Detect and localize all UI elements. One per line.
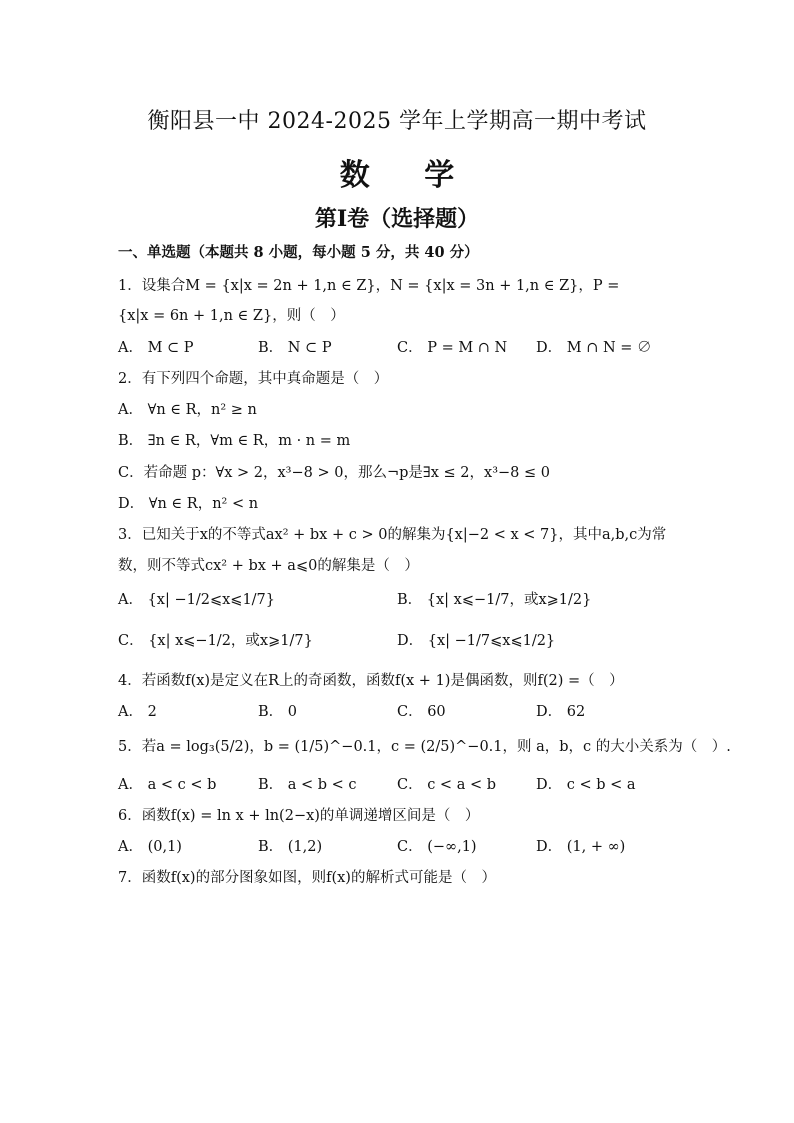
q3-stem-line1: 3．已知关于x的不等式ax² + bx + c > 0的解集为{x|−2 < x < 7}，其中a,b,c为常: [118, 527, 667, 543]
q5-option-d: D． c < b < a: [536, 777, 636, 793]
q2-option-b: B． ∃n ∈ R，∀m ∈ R，m · n = m: [118, 433, 351, 449]
q2-stem: 2．有下列四个命题，其中真命题是（ ）: [118, 371, 389, 387]
q6-option-b: B． (1,2): [258, 839, 323, 855]
q1-option-a: A． M ⊂ P: [118, 340, 194, 356]
q6-option-a: A． (0,1): [118, 839, 182, 855]
section-heading: 一、单选题（本题共 8 小题，每小题 5 分，共 40 分）: [118, 244, 479, 261]
part-title: 第Ⅰ卷（选择题）: [314, 206, 480, 232]
q3-stem-line2: 数，则不等式cx² + bx + a⩽0的解集是（ ）: [118, 558, 419, 574]
q5-option-a: A． a < c < b: [118, 777, 217, 793]
q7-stem: 7．函数f(x)的部分图象如图，则f(x)的解析式可能是（ ）: [118, 870, 496, 886]
subject-title: 数 学: [339, 158, 477, 193]
q6-option-d: D． (1, + ∞): [536, 839, 626, 855]
q2-option-c: C．若命题 p：∀x > 2，x³−8 > 0，那么¬p是∃x ≤ 2，x³−8 ≤ 0: [118, 465, 550, 481]
q6-stem: 6．函数f(x) = ln x + ln(2−x)的单调递增区间是（ ）: [118, 808, 480, 824]
q1-option-d: D． M ∩ N = ∅: [536, 340, 652, 356]
q6-option-c: C． (−∞,1): [397, 839, 477, 855]
q1-option-b: B． N ⊂ P: [258, 340, 332, 356]
q4-option-b: B． 0: [258, 704, 297, 720]
q3-option-a: A． {x| −1/2⩽x⩽1/7}: [118, 592, 276, 608]
q4-option-d: D． 62: [536, 704, 586, 720]
school-title: 衡阳县一中 2024-2025 学年上学期高一期中考试: [147, 109, 647, 134]
q1-stem-line2: {x|x = 6n + 1,n ∈ Z}，则（ ）: [118, 308, 345, 324]
q3-option-c: C． {x| x⩽−1/2，或x⩾1/7}: [118, 633, 313, 649]
q4-option-c: C． 60: [397, 704, 446, 720]
q1-stem-line1: 1．设集合M = {x|x = 2n + 1,n ∈ Z}，N = {x|x = 3n + 1,n ∈ Z}，P =: [118, 278, 620, 294]
q3-option-b: B． {x| x⩽−1/7，或x⩾1/2}: [397, 592, 592, 608]
q2-option-a: A． ∀n ∈ R，n² ≥ n: [118, 402, 257, 418]
q4-stem: 4．若函数f(x)是定义在R上的奇函数，函数f(x + 1)是偶函数，则f(2) =（ ）: [118, 673, 624, 689]
q2-option-d: D． ∀n ∈ R，n² < n: [118, 496, 259, 512]
q5-option-b: B． a < b < c: [258, 777, 357, 793]
q4-option-a: A． 2: [118, 704, 157, 720]
q1-option-c: C． P = M ∩ N: [397, 340, 508, 356]
q5-option-c: C． c < a < b: [397, 777, 496, 793]
q5-stem: 5．若a = log₃(5/2)，b = (1/5)^−0.1，c = (2/5)^−0.1，则 a，b，c 的大小关系为（ ）.: [118, 739, 731, 755]
q3-option-d: D． {x| −1/7⩽x⩽1/2}: [397, 633, 556, 649]
